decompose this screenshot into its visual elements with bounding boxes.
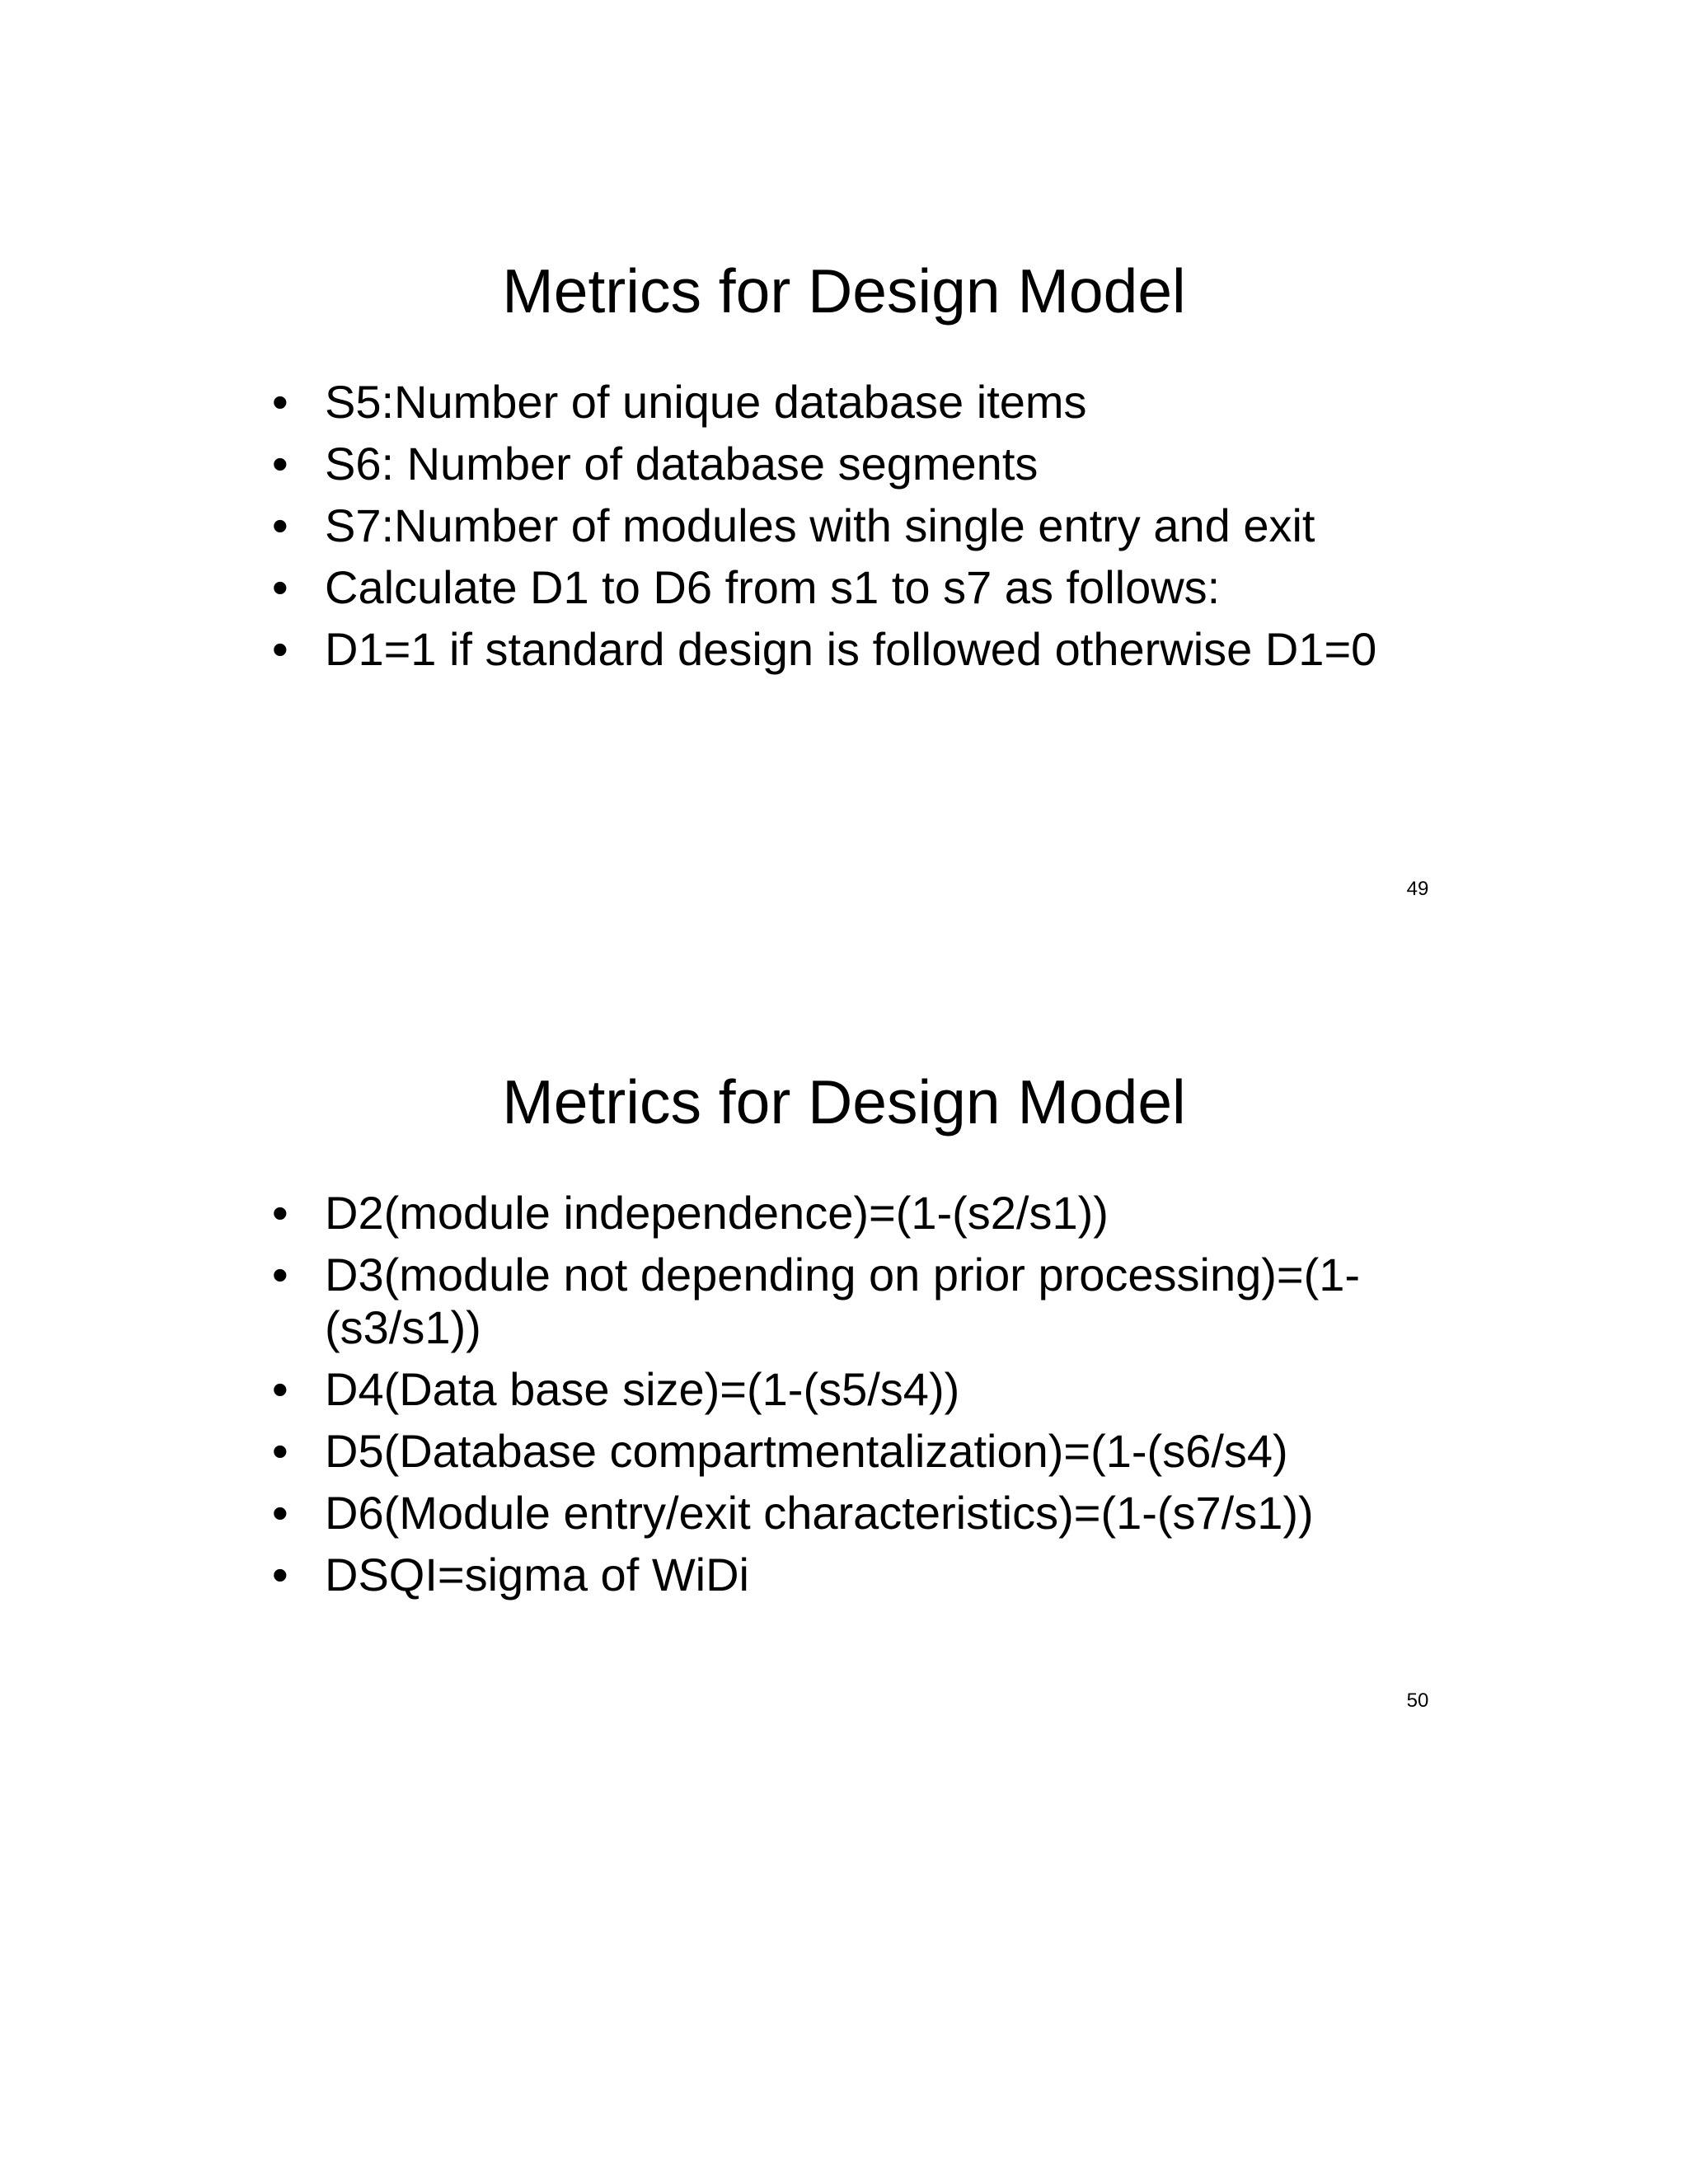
- bullet-text: D5(Database compartmentalization)=(1-(s6/s4): [325, 1425, 1288, 1477]
- slide-title: Metrics for Design Model: [502, 1067, 1186, 1137]
- bullet-item: [272, 499, 1426, 552]
- bullet-icon: •: [272, 438, 288, 490]
- slide-50: [0, 1067, 1688, 2184]
- bullet-icon: •: [272, 1249, 288, 1301]
- bullet-icon: •: [272, 561, 288, 613]
- bullet-text: D6(Module entry/exit characteristics)=(1-(s7/s1)): [325, 1487, 1314, 1539]
- bullet-icon: •: [272, 1187, 288, 1239]
- bullet-item: [272, 561, 1426, 614]
- bullet-text: S5:Number of unique database items: [325, 376, 1087, 428]
- slide-title: Metrics for Design Model: [502, 256, 1186, 326]
- bullet-icon: •: [272, 1487, 288, 1539]
- bullet-icon: •: [272, 499, 288, 551]
- bullet-text: D4(Data base size)=(1-(s5/s4)): [325, 1363, 960, 1415]
- page-number: 49: [1406, 878, 1429, 900]
- bullet-text: D1=1 if standard design is followed otherwise D1=0: [325, 623, 1377, 675]
- bullet-text: D2(module independence)=(1-(s2/s1)): [325, 1187, 1109, 1239]
- bullet-text: S7:Number of modules with single entry and exit: [325, 499, 1315, 551]
- bullet-item: [272, 1249, 1426, 1354]
- bullet-text: D3(module not depending on prior processing)=(1-(s3/s1)): [325, 1249, 1361, 1353]
- bullet-text: S6: Number of database segments: [325, 438, 1039, 490]
- bullet-item: [272, 623, 1426, 676]
- bullet-item: [272, 438, 1426, 490]
- page-number: 50: [1406, 1690, 1429, 1712]
- bullet-text: Calculate D1 to D6 from s1 to s7 as follows:: [325, 561, 1221, 613]
- bullet-icon: •: [272, 1363, 288, 1415]
- bullet-item: [272, 376, 1426, 429]
- bullet-icon: •: [272, 623, 288, 675]
- bullet-text: DSQI=sigma of WiDi: [325, 1549, 749, 1601]
- bullet-icon: •: [272, 376, 288, 428]
- bullet-item: [272, 1487, 1426, 1540]
- bullet-item: [272, 1187, 1426, 1240]
- bullet-list: [272, 376, 1426, 685]
- bullet-icon: •: [272, 1425, 288, 1477]
- bullet-item: [272, 1549, 1426, 1601]
- bullet-icon: •: [272, 1549, 288, 1601]
- bullet-item: [272, 1363, 1426, 1416]
- bullet-list: [272, 1187, 1426, 1610]
- bullet-item: [272, 1425, 1426, 1478]
